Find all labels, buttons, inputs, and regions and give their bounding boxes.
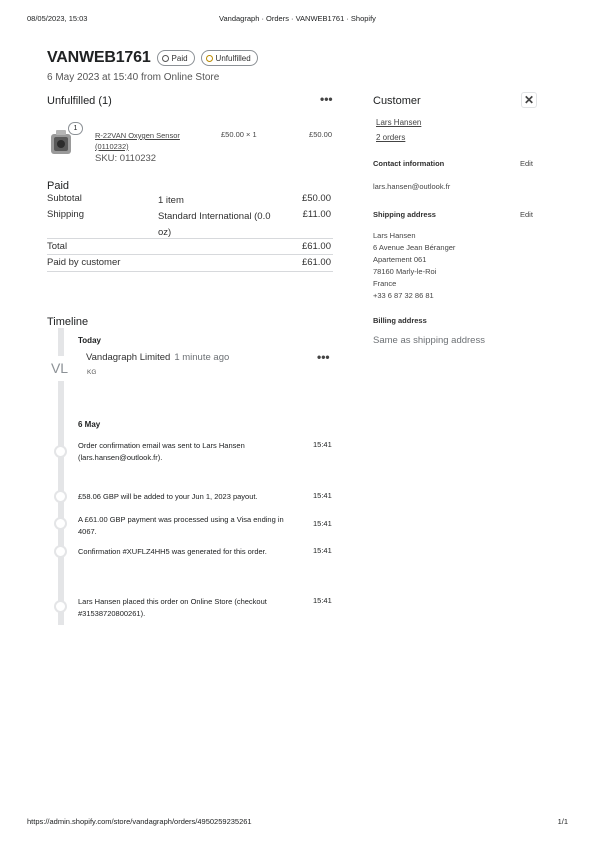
paid-by-customer-label: Paid by customer xyxy=(47,257,121,268)
address-line: 78160 Marly-le-Roi xyxy=(373,267,437,276)
status-dot-icon xyxy=(162,55,169,62)
product-link[interactable]: R-22VAN Oxygen Sensor (0110232) xyxy=(95,131,180,151)
timeline-event-time: 15:41 xyxy=(313,491,332,500)
paid-by-customer-amount: £61.00 xyxy=(301,257,331,268)
timeline-today-label: Today xyxy=(78,336,101,345)
address-line: France xyxy=(373,279,397,288)
timeline-dot xyxy=(54,545,67,558)
shipping-label: Shipping xyxy=(47,209,84,220)
status-ring-icon xyxy=(206,55,213,62)
timeline-day-label: 6 May xyxy=(78,420,101,429)
page-number: 1/1 xyxy=(557,817,568,826)
timeline-event-time: 15:41 xyxy=(313,440,332,449)
billing-address-heading: Billing address xyxy=(373,316,427,325)
avatar: VL xyxy=(47,356,72,381)
product-sku: SKU: 0110232 xyxy=(95,153,157,164)
billing-address-text: Same as shipping address xyxy=(373,335,485,346)
order-subtitle: 6 May 2023 at 15:40 from Online Store xyxy=(47,72,220,83)
timeline-dot xyxy=(54,600,67,613)
unfulfilled-badge-label: Unfulfilled xyxy=(215,53,251,63)
contact-heading: Contact information xyxy=(373,159,445,168)
edit-contact-button[interactable]: Edit xyxy=(520,159,533,168)
timeline-event: £58.06 GBP will be added to your Jun 1, 2023 payout. xyxy=(78,492,258,501)
print-date: 08/05/2023, 15:03 xyxy=(27,14,88,23)
product-line-total: £50.00 xyxy=(309,130,332,139)
more-actions-icon[interactable]: ••• xyxy=(320,92,333,106)
address-line: Lars Hansen xyxy=(373,231,416,240)
comment-header xyxy=(86,352,229,363)
product-unit-price: £50.00 × 1 xyxy=(221,130,257,139)
subtotal-label: Subtotal xyxy=(47,193,82,204)
paid-badge-label: Paid xyxy=(171,53,188,63)
timeline-dot xyxy=(54,490,67,503)
timeline-event: A £61.00 GBP payment was processed using a Visa ending in 4067. xyxy=(78,515,284,536)
unfulfilled-title: Unfulfilled (1) xyxy=(47,95,112,107)
edit-shipping-button[interactable]: Edit xyxy=(520,210,533,219)
print-url: https://admin.shopify.com/store/vandagraph/orders/4950259235261 xyxy=(27,817,252,826)
subtotal-detail: 1 item xyxy=(158,195,184,206)
total-label: Total xyxy=(47,241,68,252)
customer-orders-link[interactable]: 2 orders xyxy=(376,133,406,142)
subtotal-amount: £50.00 xyxy=(301,193,331,204)
timeline-event-time: 15:41 xyxy=(313,596,332,605)
address-line: Apartement 061 xyxy=(373,255,427,264)
customer-email[interactable]: lars.hansen@outlook.fr xyxy=(373,182,451,191)
close-icon[interactable]: ✕ xyxy=(521,92,537,108)
timeline-event: Lars Hansen placed this order on Online Store (checkout #31538720800261). xyxy=(78,597,267,618)
quantity-badge: 1 xyxy=(68,122,83,135)
timeline-event-time: 15:41 xyxy=(313,546,332,555)
order-header xyxy=(47,49,258,67)
order-number: VANWEB1761 xyxy=(47,49,151,66)
print-title: Vandagraph · Orders · VANWEB1761 · Shopify xyxy=(219,14,376,23)
shipping-detail: Standard International (0.0 oz) xyxy=(158,211,271,238)
unfulfilled-badge xyxy=(201,50,258,66)
payment-title: Paid xyxy=(47,180,70,192)
comment-text: KG xyxy=(87,369,97,376)
timeline-event-time: 15:41 xyxy=(313,519,332,528)
divider xyxy=(47,238,333,239)
paid-badge xyxy=(157,50,195,66)
shipping-address xyxy=(373,230,455,302)
address-line: 6 Avenue Jean Béranger xyxy=(373,243,456,252)
comment-more-icon[interactable]: ••• xyxy=(317,350,330,364)
customer-name-link[interactable]: Lars Hansen xyxy=(376,118,422,127)
address-line: +33 6 87 32 86 81 xyxy=(373,291,434,300)
comment-author: Vandagraph Limited xyxy=(86,352,171,363)
print-footer xyxy=(27,817,568,829)
shipping-amount: £11.00 xyxy=(302,209,331,220)
customer-title: Customer xyxy=(373,95,421,107)
divider xyxy=(47,271,333,272)
timeline-event: Order confirmation email was sent to Lars Hansen (lars.hansen@outlook.fr). xyxy=(78,441,245,462)
timeline-dot xyxy=(54,517,67,530)
print-header xyxy=(27,14,568,26)
comment-time: 1 minute ago xyxy=(174,352,230,363)
shipping-address-heading: Shipping address xyxy=(373,210,436,219)
timeline-event: Confirmation #XUFLZ4HH5 was generated for this order. xyxy=(78,547,267,556)
total-amount: £61.00 xyxy=(301,241,331,252)
timeline-title: Timeline xyxy=(47,316,89,328)
divider xyxy=(47,254,333,255)
timeline-dot xyxy=(54,445,67,458)
